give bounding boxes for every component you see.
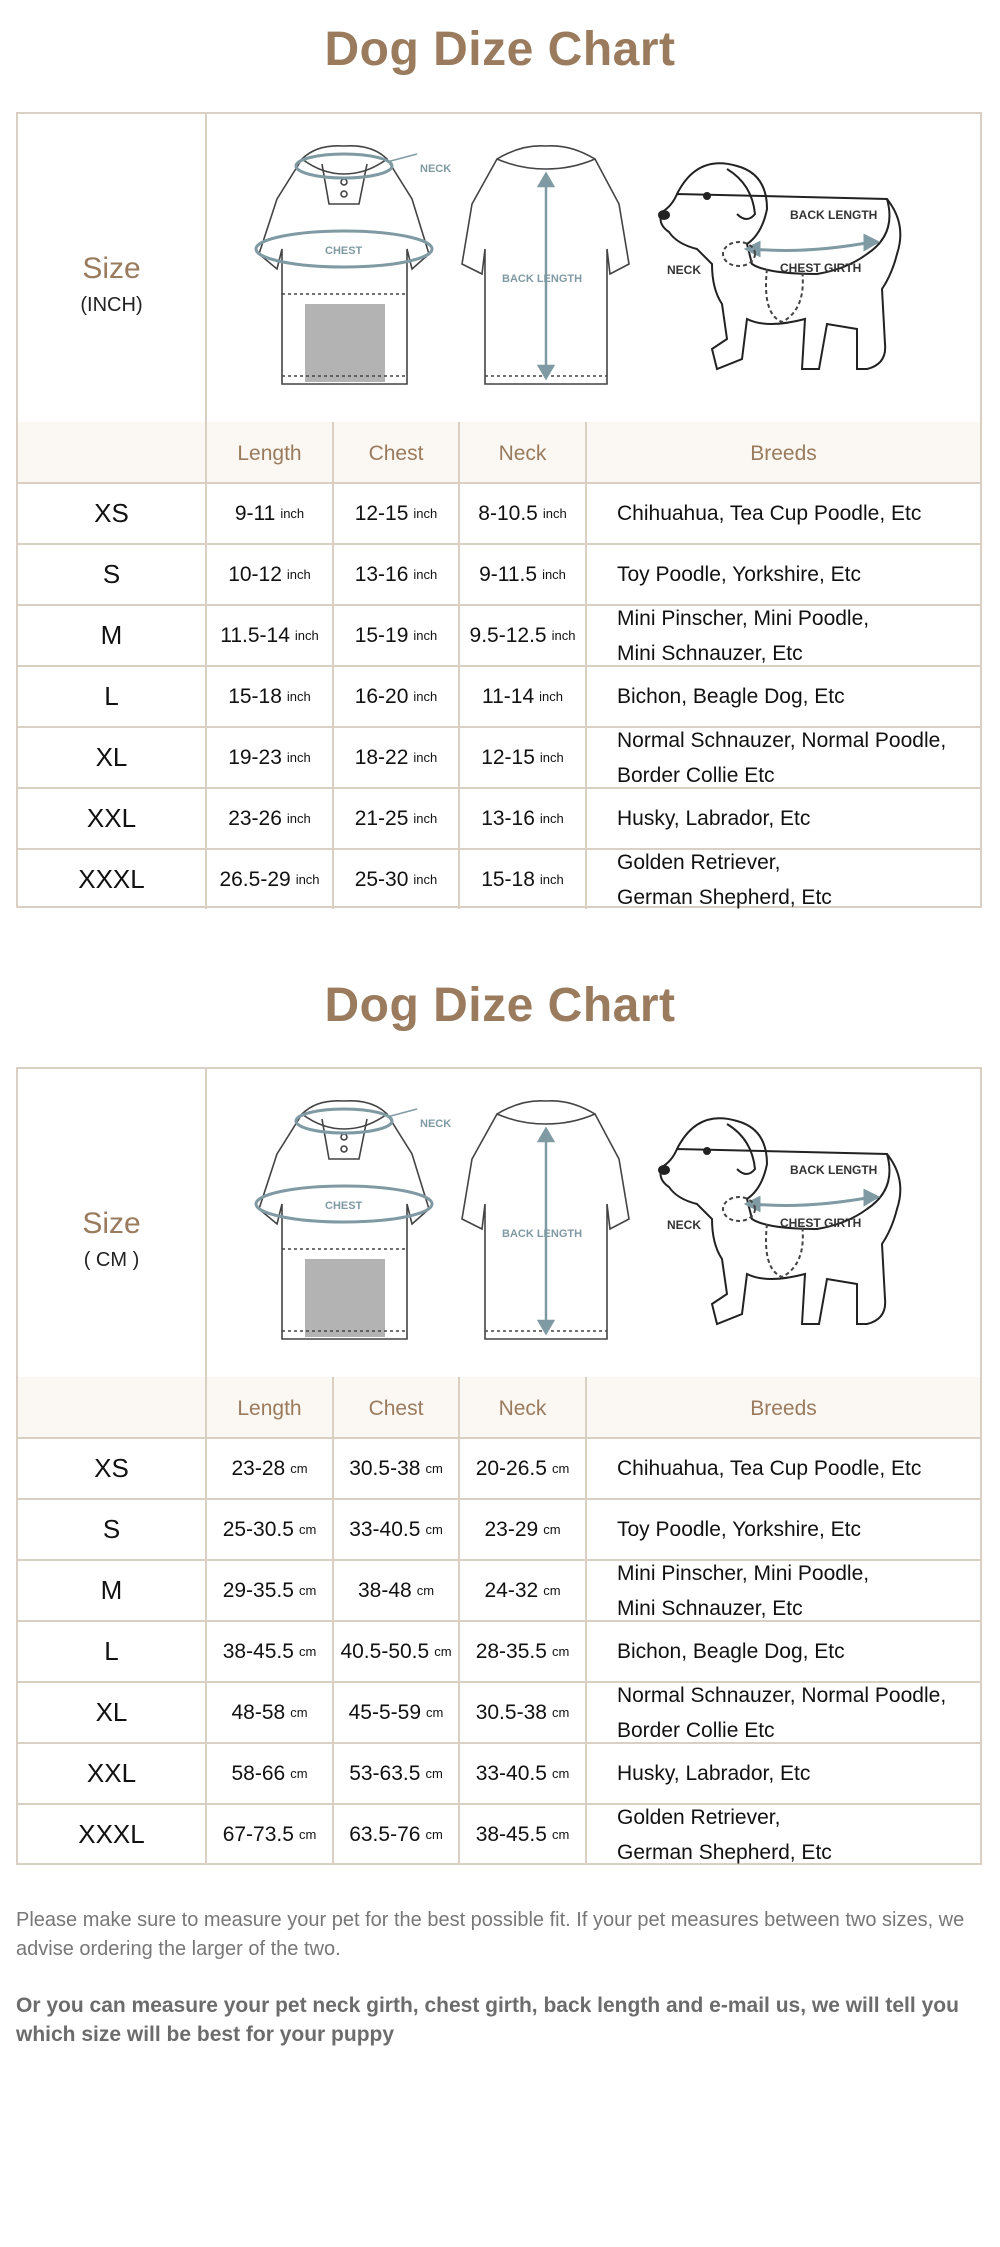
table-row (18, 1622, 980, 1683)
breed-line: Toy Poodle, Yorkshire, Etc (617, 563, 861, 586)
chest-value: 33-40.5 (349, 1517, 421, 1541)
table-row (18, 1683, 980, 1744)
size-cell (18, 728, 207, 787)
chest-cell (334, 728, 460, 787)
header-breeds: Breeds (750, 1397, 817, 1420)
table-row (18, 1500, 980, 1561)
unit-text: cm (416, 1583, 435, 1598)
length-cell (207, 545, 334, 604)
dog-back-measure-icon (747, 1191, 877, 1210)
size-cell (18, 789, 207, 848)
breed-line: Mini Pinscher, Mini Poodle, (617, 1561, 870, 1585)
size-cell (18, 1561, 207, 1620)
chest-cell (334, 1500, 460, 1559)
neck-cell (460, 484, 587, 543)
neck-cell (460, 1683, 587, 1742)
unit-text: inch (413, 506, 438, 521)
size-label: Size (82, 252, 141, 285)
breeds-cell (587, 1500, 980, 1559)
header-neck: Neck (460, 1377, 587, 1437)
breed-line: Husky, Labrador, Etc (617, 807, 811, 830)
size-value: XXXL (78, 1819, 145, 1849)
neck-value: 30.5-38 (475, 1700, 547, 1724)
unit-text: cm (298, 1644, 317, 1659)
shirt-front-illustration (259, 146, 429, 384)
unit-label: ( CM ) (83, 1249, 140, 1271)
neck-cell (460, 1622, 587, 1681)
chart-title: Dog Dize Chart (324, 23, 676, 76)
unit-text: cm (551, 1644, 570, 1659)
neck-cell (460, 545, 587, 604)
dog-back-length-text: BACK LENGTH (790, 208, 878, 222)
neck-value: 23-29 (484, 1517, 539, 1541)
chart-title: Dog Dize Chart (324, 979, 676, 1032)
breed-line: Chihuahua, Tea Cup Poodle, Etc (617, 502, 922, 525)
table-header (18, 1377, 980, 1439)
length-value: 15-18 (228, 684, 282, 708)
chest-value: 13-16 (354, 562, 409, 586)
unit-text: inch (286, 750, 311, 765)
table-row (18, 667, 980, 728)
email-note: Or you can measure your pet neck girth, chest girth, back length and e-mail us, we will tell you which size will be best for your puppy (16, 1994, 959, 2046)
breed-line: Border Collie Etc (617, 1718, 775, 1742)
length-cell (207, 1500, 334, 1559)
breed-line: Husky, Labrador, Etc (617, 1762, 811, 1785)
unit-text: inch (413, 811, 438, 826)
size-value: M (100, 1575, 123, 1605)
size-cell (18, 545, 207, 604)
breeds-cell (587, 1439, 980, 1498)
chest-value: 38-48 (357, 1578, 412, 1602)
chest-cell (334, 1622, 460, 1681)
unit-text: cm (425, 1522, 443, 1537)
dog-neck-text: NECK (667, 263, 702, 277)
neck-cell (460, 606, 587, 665)
neck-cell (460, 1744, 587, 1803)
breed-line: Mini Schnauzer, Etc (617, 641, 803, 665)
size-cell (18, 484, 207, 543)
unit-text: inch (280, 506, 305, 521)
neck-cell (460, 1561, 587, 1620)
header-blank (18, 422, 207, 482)
breeds-cell (587, 1622, 980, 1681)
table-row (18, 484, 980, 545)
chest-value: 18-22 (354, 745, 409, 769)
measurement-illustration (207, 1069, 980, 1377)
neck-value: 8-10.5 (478, 501, 538, 525)
breeds-cell (587, 850, 980, 909)
chest-cell (334, 1744, 460, 1803)
unit-text: inch (413, 872, 438, 887)
breed-line: Normal Schnauzer, Normal Poodle, (617, 1683, 947, 1707)
neck-value: 9.5-12.5 (469, 623, 547, 647)
length-cell (207, 484, 334, 543)
unit-label: (INCH) (80, 294, 143, 316)
length-value: 67-73.5 (222, 1822, 294, 1846)
size-value: S (102, 1514, 121, 1544)
unit-text: cm (290, 1705, 308, 1720)
length-value: 58-66 (231, 1761, 286, 1785)
unit-text: cm (298, 1827, 317, 1842)
length-value: 9-11 (234, 501, 276, 525)
chest-value: 25-30 (354, 867, 409, 891)
length-value: 48-58 (231, 1700, 286, 1724)
size-value: S (102, 559, 121, 589)
size-label-cell (18, 1069, 207, 1377)
chest-girth-text: CHEST GIRTH (780, 261, 862, 275)
header-breeds: Breeds (750, 442, 817, 465)
size-value: XL (95, 742, 128, 772)
breeds-cell (587, 1683, 980, 1742)
chest-cell (334, 850, 460, 909)
dog-back-measure-icon (747, 236, 877, 255)
size-cell (18, 1805, 207, 1864)
length-value: 26.5-29 (219, 867, 291, 891)
neck-value: 13-16 (481, 806, 535, 830)
neck-cell (460, 728, 587, 787)
neck-value: 15-18 (481, 867, 535, 891)
unit-text: inch (286, 567, 311, 582)
unit-text: cm (426, 1705, 444, 1720)
length-cell (207, 1439, 334, 1498)
size-cell (18, 850, 207, 909)
length-value: 25-30.5 (222, 1517, 294, 1541)
chest-value: 30.5-38 (349, 1456, 421, 1480)
length-cell (207, 667, 334, 726)
neck-value: 20-26.5 (475, 1456, 547, 1480)
table-row (18, 789, 980, 850)
length-value: 29-35.5 (222, 1578, 294, 1602)
header-length: Length (207, 1377, 334, 1437)
unit-text: inch (413, 689, 438, 704)
unit-text: inch (542, 506, 567, 521)
neck-cell (460, 789, 587, 848)
unit-text: cm (425, 1827, 443, 1842)
breeds-cell (587, 1744, 980, 1803)
chest-cell (334, 667, 460, 726)
length-cell (207, 1622, 334, 1681)
table-row (18, 1805, 980, 1866)
breed-line: Golden Retriever, (617, 850, 781, 874)
unit-text: cm (543, 1583, 561, 1598)
neck-value: 38-45.5 (475, 1822, 547, 1846)
chest-text: CHEST (325, 245, 363, 257)
breed-line: Chihuahua, Tea Cup Poodle, Etc (617, 1457, 922, 1480)
breeds-cell (587, 667, 980, 726)
size-value: L (104, 1636, 119, 1666)
size-value: M (100, 620, 123, 650)
unit-text: cm (551, 1827, 570, 1842)
dog-back-length-text: BACK LENGTH (790, 1163, 878, 1177)
size-chart-cm (16, 1067, 982, 1865)
chest-value: 63.5-76 (349, 1822, 421, 1846)
neck-text: NECK (420, 1118, 452, 1130)
table-row (18, 1744, 980, 1805)
table-row (18, 1439, 980, 1500)
chest-cell (334, 1439, 460, 1498)
chest-cell (334, 606, 460, 665)
chest-value: 15-19 (354, 623, 409, 647)
length-cell (207, 850, 334, 909)
length-cell (207, 606, 334, 665)
neck-cell (460, 1500, 587, 1559)
unit-text: cm (425, 1766, 443, 1781)
size-value: XS (94, 498, 129, 528)
dog-girth-measure-icon (723, 1197, 803, 1277)
chest-cell (334, 789, 460, 848)
chest-cell (334, 484, 460, 543)
dog-girth-measure-icon (723, 242, 803, 322)
breed-line: Bichon, Beagle Dog, Etc (617, 1640, 845, 1663)
measurement-illustration (207, 114, 980, 422)
length-cell (207, 1744, 334, 1803)
breeds-cell (587, 606, 980, 665)
table-row (18, 850, 980, 911)
header-length: Length (207, 422, 334, 482)
size-value: XXL (86, 803, 137, 833)
breeds-cell (587, 1805, 980, 1864)
size-cell (18, 1500, 207, 1559)
chest-value: 45-5-59 (348, 1700, 422, 1724)
chest-cell (334, 545, 460, 604)
table-row (18, 728, 980, 789)
table-row (18, 1561, 980, 1622)
neck-value: 33-40.5 (475, 1761, 547, 1785)
size-label-cell (18, 114, 207, 422)
unit-text: inch (294, 628, 319, 643)
size-cell (18, 1744, 207, 1803)
size-value: XS (94, 1453, 129, 1483)
chest-value: 40.5-50.5 (340, 1639, 430, 1663)
chest-text: CHEST (325, 1200, 363, 1212)
breed-line: Border Collie Etc (617, 763, 775, 787)
breed-line: Normal Schnauzer, Normal Poodle, (617, 728, 947, 752)
length-value: 23-28 (231, 1456, 286, 1480)
size-cell (18, 667, 207, 726)
breeds-cell (587, 789, 980, 848)
size-value: L (104, 681, 119, 711)
length-cell (207, 1561, 334, 1620)
unit-text: inch (295, 872, 320, 887)
neck-value: 11-14 (481, 684, 535, 708)
fit-note: Please make sure to measure your pet for the best possible fit. If your pet measures between two sizes, we advise ordering the larger of the two. (16, 1909, 965, 1960)
unit-text: inch (413, 567, 438, 582)
header-chest: Chest (334, 422, 460, 482)
length-cell (207, 728, 334, 787)
chest-girth-text: CHEST GIRTH (780, 1216, 862, 1230)
neck-cell (460, 850, 587, 909)
unit-text: inch (286, 689, 311, 704)
neck-value: 24-32 (484, 1578, 539, 1602)
chest-cell (334, 1805, 460, 1864)
breeds-cell (587, 484, 980, 543)
header-chest: Chest (334, 1377, 460, 1437)
unit-text: inch (539, 872, 564, 887)
neck-value: 9-11.5 (479, 562, 538, 586)
breeds-cell (587, 545, 980, 604)
unit-text: inch (413, 750, 438, 765)
breeds-cell (587, 728, 980, 787)
breed-line: Mini Pinscher, Mini Poodle, (617, 606, 870, 630)
breed-line: Bichon, Beagle Dog, Etc (617, 685, 845, 708)
length-value: 10-12 (228, 562, 282, 586)
length-value: 11.5-14 (220, 623, 290, 647)
unit-text: inch (413, 628, 438, 643)
back-length-text: BACK LENGTH (502, 1228, 583, 1240)
breed-line: German Shepherd, Etc (617, 885, 832, 909)
length-cell (207, 1805, 334, 1864)
table-body (18, 484, 980, 908)
header-neck: Neck (460, 422, 587, 482)
unit-text: cm (290, 1461, 308, 1476)
chest-value: 16-20 (354, 684, 409, 708)
illustration-row (18, 114, 980, 424)
back-length-text: BACK LENGTH (502, 273, 583, 285)
unit-text: cm (290, 1766, 308, 1781)
table-body (18, 1439, 980, 1865)
unit-text: cm (425, 1461, 443, 1476)
size-chart-inch (16, 112, 982, 908)
unit-text: cm (551, 1705, 570, 1720)
size-value: XXXL (78, 864, 145, 894)
chest-value: 12-15 (354, 501, 409, 525)
size-value: XL (95, 1697, 128, 1727)
unit-text: cm (551, 1766, 570, 1781)
breeds-cell (587, 1561, 980, 1620)
breed-line: Mini Schnauzer, Etc (617, 1596, 803, 1620)
breed-line: German Shepherd, Etc (617, 1840, 832, 1864)
dog-neck-text: NECK (667, 1218, 702, 1232)
neck-value: 28-35.5 (475, 1639, 547, 1663)
shirt-front-illustration (259, 1101, 429, 1339)
unit-text: inch (542, 567, 566, 582)
illustration-row (18, 1069, 980, 1379)
breed-line: Golden Retriever, (617, 1805, 781, 1829)
table-row (18, 606, 980, 667)
unit-text: inch (539, 750, 564, 765)
neck-cell (460, 667, 587, 726)
neck-cell (460, 1439, 587, 1498)
table-header (18, 422, 980, 484)
size-value: XXL (86, 1758, 137, 1788)
unit-text: cm (298, 1522, 317, 1537)
chest-cell (334, 1561, 460, 1620)
breed-line: Toy Poodle, Yorkshire, Etc (617, 1518, 861, 1541)
length-value: 38-45.5 (222, 1639, 294, 1663)
size-cell (18, 1439, 207, 1498)
size-label: Size (82, 1207, 141, 1240)
size-cell (18, 1622, 207, 1681)
size-cell (18, 606, 207, 665)
length-cell (207, 789, 334, 848)
unit-text: cm (551, 1461, 570, 1476)
neck-cell (460, 1805, 587, 1864)
unit-text: cm (543, 1522, 561, 1537)
unit-text: cm (298, 1583, 317, 1598)
length-value: 19-23 (228, 745, 282, 769)
unit-text: cm (434, 1644, 452, 1659)
table-row (18, 545, 980, 606)
chest-value: 53-63.5 (349, 1761, 421, 1785)
unit-text: inch (539, 689, 563, 704)
chest-cell (334, 1683, 460, 1742)
chest-value: 21-25 (354, 806, 409, 830)
size-cell (18, 1683, 207, 1742)
header-blank (18, 1377, 207, 1437)
unit-text: inch (539, 811, 564, 826)
neck-text: NECK (420, 163, 452, 175)
unit-text: inch (286, 811, 311, 826)
unit-text: inch (551, 628, 576, 643)
neck-value: 12-15 (481, 745, 535, 769)
length-value: 23-26 (228, 806, 282, 830)
length-cell (207, 1683, 334, 1742)
